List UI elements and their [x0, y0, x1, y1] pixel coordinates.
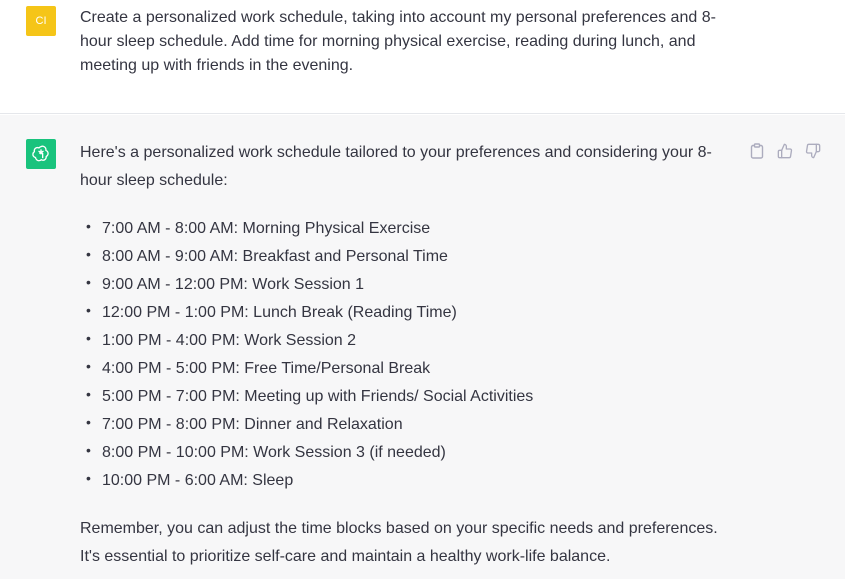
schedule-item-text: 10:00 PM - 6:00 AM: Sleep — [102, 472, 294, 489]
schedule-item-text: 8:00 AM - 9:00 AM: Breakfast and Personal Time — [102, 248, 448, 265]
clipboard-icon[interactable] — [749, 143, 765, 159]
bullet: • — [86, 218, 91, 234]
assistant-intro: Here's a personalized work schedule tailored to your preferences and considering your 8-hour sleep schedule: — [80, 144, 712, 189]
bullet: • — [86, 358, 91, 374]
assistant-outro: Remember, you can adjust the time blocks based on your specific needs and preferences. It's essential to prioritize self-care and maintain a healthy work-life balance. — [80, 520, 718, 565]
thumbs-down-icon[interactable] — [805, 143, 821, 159]
list-item — [80, 299, 720, 327]
bullet: • — [86, 442, 91, 458]
bullet: • — [86, 470, 91, 486]
bullet: • — [86, 246, 91, 262]
schedule-list — [80, 215, 720, 495]
openai-logo-icon — [26, 139, 56, 169]
list-item — [80, 215, 720, 243]
list-item — [80, 271, 720, 299]
schedule-item-text: 4:00 PM - 5:00 PM: Free Time/Personal Break — [102, 360, 431, 377]
list-item — [80, 327, 720, 355]
schedule-item-text: 7:00 AM - 8:00 AM: Morning Physical Exercise — [102, 220, 431, 237]
user-message-text: Create a personalized work schedule, taking into account my personal preferences and 8-hour sleep schedule. Add time for morning physical exercise, reading during lunch, and meeting up with friends in the evening. — [80, 9, 716, 74]
user-message — [0, 0, 845, 114]
assistant-message-body — [80, 139, 720, 571]
list-item — [80, 411, 720, 439]
list-item — [80, 383, 720, 411]
assistant-message — [0, 115, 845, 579]
schedule-item-text: 12:00 PM - 1:00 PM: Lunch Break (Reading Time) — [102, 304, 457, 321]
schedule-item-text: 1:00 PM - 4:00 PM: Work Session 2 — [102, 332, 357, 349]
schedule-item-text: 8:00 PM - 10:00 PM: Work Session 3 (if needed) — [102, 444, 446, 461]
list-item — [80, 355, 720, 383]
schedule-item-text: 7:00 PM - 8:00 PM: Dinner and Relaxation — [102, 416, 403, 433]
list-item — [80, 439, 720, 467]
schedule-item-text: 9:00 AM - 12:00 PM: Work Session 1 — [102, 276, 365, 293]
list-item — [80, 243, 720, 271]
bullet: • — [86, 302, 91, 318]
bullet: • — [86, 414, 91, 430]
thumbs-up-icon[interactable] — [777, 143, 793, 159]
bullet: • — [86, 274, 91, 290]
list-item — [80, 467, 720, 495]
schedule-item-text: 5:00 PM - 7:00 PM: Meeting up with Friends/ Social Activities — [102, 388, 534, 405]
bullet: • — [86, 330, 91, 346]
user-avatar: CI — [26, 6, 56, 36]
bullet: • — [86, 386, 91, 402]
message-actions — [749, 143, 821, 159]
